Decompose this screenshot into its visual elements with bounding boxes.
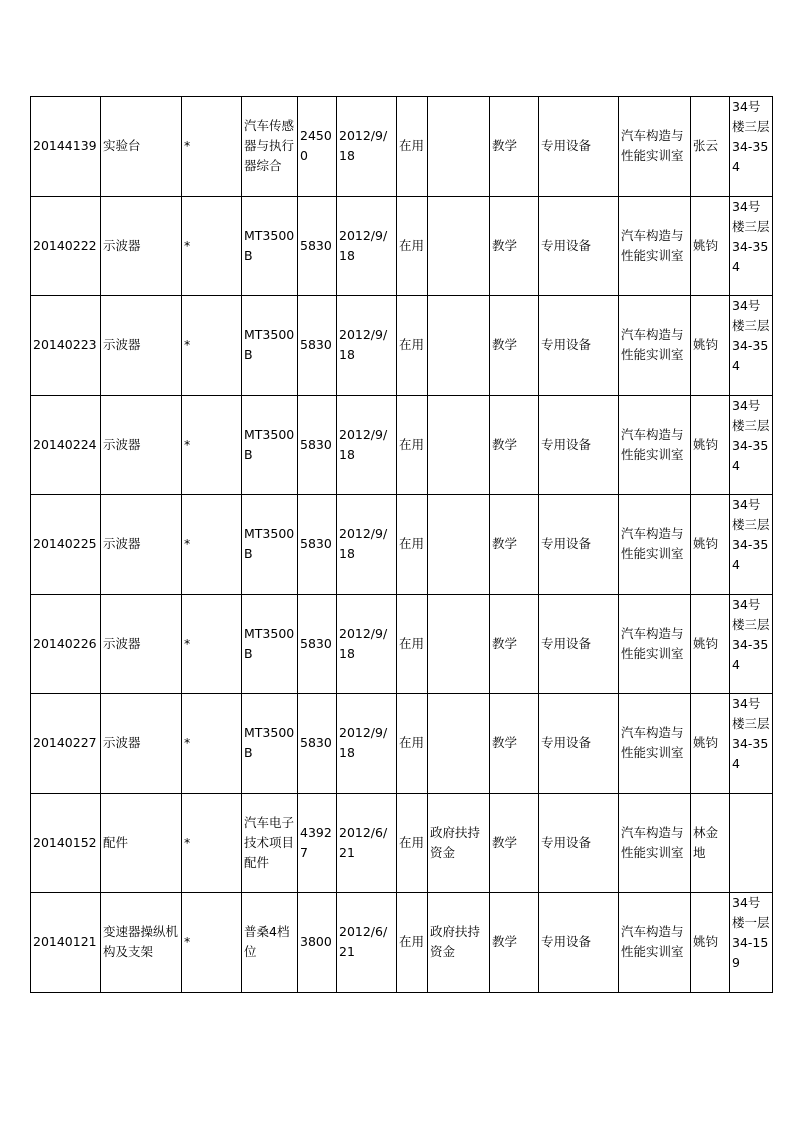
- cell-category: 专用设备: [539, 793, 619, 893]
- table-row: [31, 395, 773, 495]
- cell-mark: *: [182, 97, 242, 197]
- cell-model: MT3500B: [242, 296, 298, 396]
- table-row: [31, 893, 773, 993]
- cell-asset-id: 20140227: [31, 694, 101, 794]
- cell-usage: 教学: [490, 694, 539, 794]
- cell-keeper: 姚钧: [691, 694, 730, 794]
- cell-category: 专用设备: [539, 196, 619, 296]
- cell-location: 34号楼三层34-354: [730, 495, 773, 595]
- table-row: [31, 793, 773, 893]
- cell-category: 专用设备: [539, 694, 619, 794]
- cell-room: 汽车构造与性能实训室: [619, 495, 691, 595]
- table-row: [31, 594, 773, 694]
- cell-mark: *: [182, 196, 242, 296]
- cell-asset-name: 示波器: [101, 694, 182, 794]
- cell-mark: *: [182, 793, 242, 893]
- cell-date: 2012/9/18: [337, 296, 397, 396]
- cell-date: 2012/9/18: [337, 594, 397, 694]
- cell-room: 汽车构造与性能实训室: [619, 793, 691, 893]
- cell-room: 汽车构造与性能实训室: [619, 594, 691, 694]
- cell-asset-id: 20140121: [31, 893, 101, 993]
- cell-asset-id: 20144139: [31, 97, 101, 197]
- cell-usage: 教学: [490, 893, 539, 993]
- cell-location: 34号楼三层34-354: [730, 296, 773, 396]
- cell-date: 2012/6/21: [337, 893, 397, 993]
- cell-status: 在用: [397, 594, 428, 694]
- cell-location: [730, 793, 773, 893]
- cell-keeper: 姚钧: [691, 495, 730, 595]
- cell-fund-source: [428, 395, 490, 495]
- cell-category: 专用设备: [539, 395, 619, 495]
- cell-keeper: 姚钧: [691, 893, 730, 993]
- cell-fund-source: 政府扶持资金: [428, 793, 490, 893]
- cell-room: 汽车构造与性能实训室: [619, 395, 691, 495]
- cell-asset-id: 20140224: [31, 395, 101, 495]
- cell-usage: 教学: [490, 97, 539, 197]
- cell-price: 5830: [298, 495, 337, 595]
- cell-model: MT3500B: [242, 694, 298, 794]
- cell-room: 汽车构造与性能实训室: [619, 893, 691, 993]
- cell-asset-id: 20140225: [31, 495, 101, 595]
- cell-mark: *: [182, 893, 242, 993]
- cell-keeper: 张云: [691, 97, 730, 197]
- cell-keeper: 姚钧: [691, 594, 730, 694]
- cell-date: 2012/9/18: [337, 694, 397, 794]
- cell-asset-name: 实验台: [101, 97, 182, 197]
- cell-asset-name: 示波器: [101, 395, 182, 495]
- cell-asset-name: 变速器操纵机构及支架: [101, 893, 182, 993]
- cell-model: MT3500B: [242, 395, 298, 495]
- cell-fund-source: [428, 594, 490, 694]
- cell-status: 在用: [397, 196, 428, 296]
- cell-status: 在用: [397, 495, 428, 595]
- cell-price: 5830: [298, 296, 337, 396]
- cell-location: 34号楼三层34-354: [730, 196, 773, 296]
- cell-model: 普桑4档位: [242, 893, 298, 993]
- cell-price: 43927: [298, 793, 337, 893]
- cell-fund-source: [428, 495, 490, 595]
- cell-status: 在用: [397, 395, 428, 495]
- cell-price: 24500: [298, 97, 337, 197]
- cell-mark: *: [182, 495, 242, 595]
- table-row: [31, 97, 773, 197]
- cell-price: 5830: [298, 196, 337, 296]
- cell-date: 2012/9/18: [337, 495, 397, 595]
- cell-keeper: 姚钧: [691, 296, 730, 396]
- cell-usage: 教学: [490, 793, 539, 893]
- cell-keeper: 姚钧: [691, 196, 730, 296]
- cell-fund-source: 政府扶持资金: [428, 893, 490, 993]
- cell-mark: *: [182, 296, 242, 396]
- cell-fund-source: [428, 196, 490, 296]
- cell-room: 汽车构造与性能实训室: [619, 296, 691, 396]
- cell-price: 3800: [298, 893, 337, 993]
- cell-model: MT3500B: [242, 594, 298, 694]
- cell-model: 汽车电子技术项目配件: [242, 793, 298, 893]
- cell-asset-name: 示波器: [101, 296, 182, 396]
- table-row: [31, 495, 773, 595]
- cell-asset-name: 配件: [101, 793, 182, 893]
- cell-status: 在用: [397, 97, 428, 197]
- cell-mark: *: [182, 694, 242, 794]
- cell-asset-id: 20140152: [31, 793, 101, 893]
- cell-location: 34号楼三层34-354: [730, 97, 773, 197]
- cell-room: 汽车构造与性能实训室: [619, 97, 691, 197]
- cell-model: MT3500B: [242, 196, 298, 296]
- cell-price: 5830: [298, 694, 337, 794]
- cell-category: 专用设备: [539, 97, 619, 197]
- cell-location: 34号楼三层34-354: [730, 395, 773, 495]
- cell-keeper: 林金地: [691, 793, 730, 893]
- cell-fund-source: [428, 97, 490, 197]
- cell-asset-name: 示波器: [101, 594, 182, 694]
- cell-model: 汽车传感器与执行器综合: [242, 97, 298, 197]
- cell-mark: *: [182, 395, 242, 495]
- cell-fund-source: [428, 296, 490, 396]
- table-row: [31, 694, 773, 794]
- table-row: [31, 296, 773, 396]
- cell-status: 在用: [397, 893, 428, 993]
- cell-usage: 教学: [490, 495, 539, 595]
- cell-asset-name: 示波器: [101, 495, 182, 595]
- cell-room: 汽车构造与性能实训室: [619, 694, 691, 794]
- equipment-table: [30, 96, 773, 993]
- cell-fund-source: [428, 694, 490, 794]
- cell-date: 2012/9/18: [337, 97, 397, 197]
- cell-usage: 教学: [490, 594, 539, 694]
- cell-status: 在用: [397, 296, 428, 396]
- cell-asset-id: 20140222: [31, 196, 101, 296]
- cell-status: 在用: [397, 694, 428, 794]
- cell-date: 2012/6/21: [337, 793, 397, 893]
- cell-usage: 教学: [490, 196, 539, 296]
- table-body: [31, 97, 773, 993]
- cell-model: MT3500B: [242, 495, 298, 595]
- cell-status: 在用: [397, 793, 428, 893]
- table-row: [31, 196, 773, 296]
- cell-keeper: 姚钧: [691, 395, 730, 495]
- cell-mark: *: [182, 594, 242, 694]
- cell-date: 2012/9/18: [337, 196, 397, 296]
- cell-usage: 教学: [490, 395, 539, 495]
- cell-room: 汽车构造与性能实训室: [619, 196, 691, 296]
- cell-date: 2012/9/18: [337, 395, 397, 495]
- cell-category: 专用设备: [539, 893, 619, 993]
- cell-category: 专用设备: [539, 594, 619, 694]
- cell-category: 专用设备: [539, 296, 619, 396]
- cell-location: 34号楼一层34-159: [730, 893, 773, 993]
- cell-location: 34号楼三层34-354: [730, 594, 773, 694]
- cell-price: 5830: [298, 594, 337, 694]
- cell-asset-id: 20140223: [31, 296, 101, 396]
- cell-category: 专用设备: [539, 495, 619, 595]
- cell-price: 5830: [298, 395, 337, 495]
- cell-usage: 教学: [490, 296, 539, 396]
- cell-asset-id: 20140226: [31, 594, 101, 694]
- cell-asset-name: 示波器: [101, 196, 182, 296]
- cell-location: 34号楼三层34-354: [730, 694, 773, 794]
